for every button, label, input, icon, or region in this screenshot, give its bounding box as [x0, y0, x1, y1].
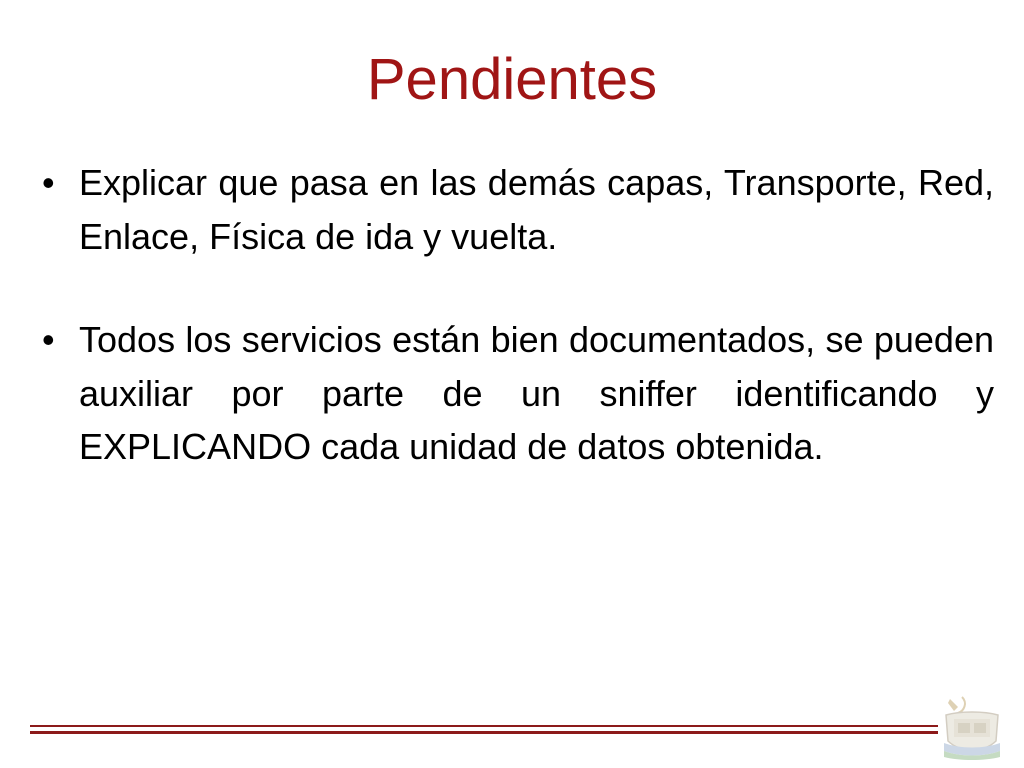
bullet-list [30, 156, 994, 524]
footer-rule-thick [30, 731, 938, 734]
institution-crest-icon [940, 693, 1004, 761]
bullet-item [30, 156, 994, 263]
slide-title: Pendientes [366, 47, 658, 112]
bullet-marker: • [42, 319, 55, 360]
footer-rule-thin [30, 725, 938, 727]
bullet-text: Todos los servicios están bien documentados, se pueden auxiliar por parte de un sniffer identificando y EXPLICANDO cada unidad de datos obtenida. [79, 319, 994, 467]
bullet-text: Explicar que pasa en las demás capas, Transporte, Red, Enlace, Física de ida y vuelta. [79, 162, 994, 257]
bullet-item [30, 313, 994, 474]
bullet-marker: • [42, 162, 55, 203]
